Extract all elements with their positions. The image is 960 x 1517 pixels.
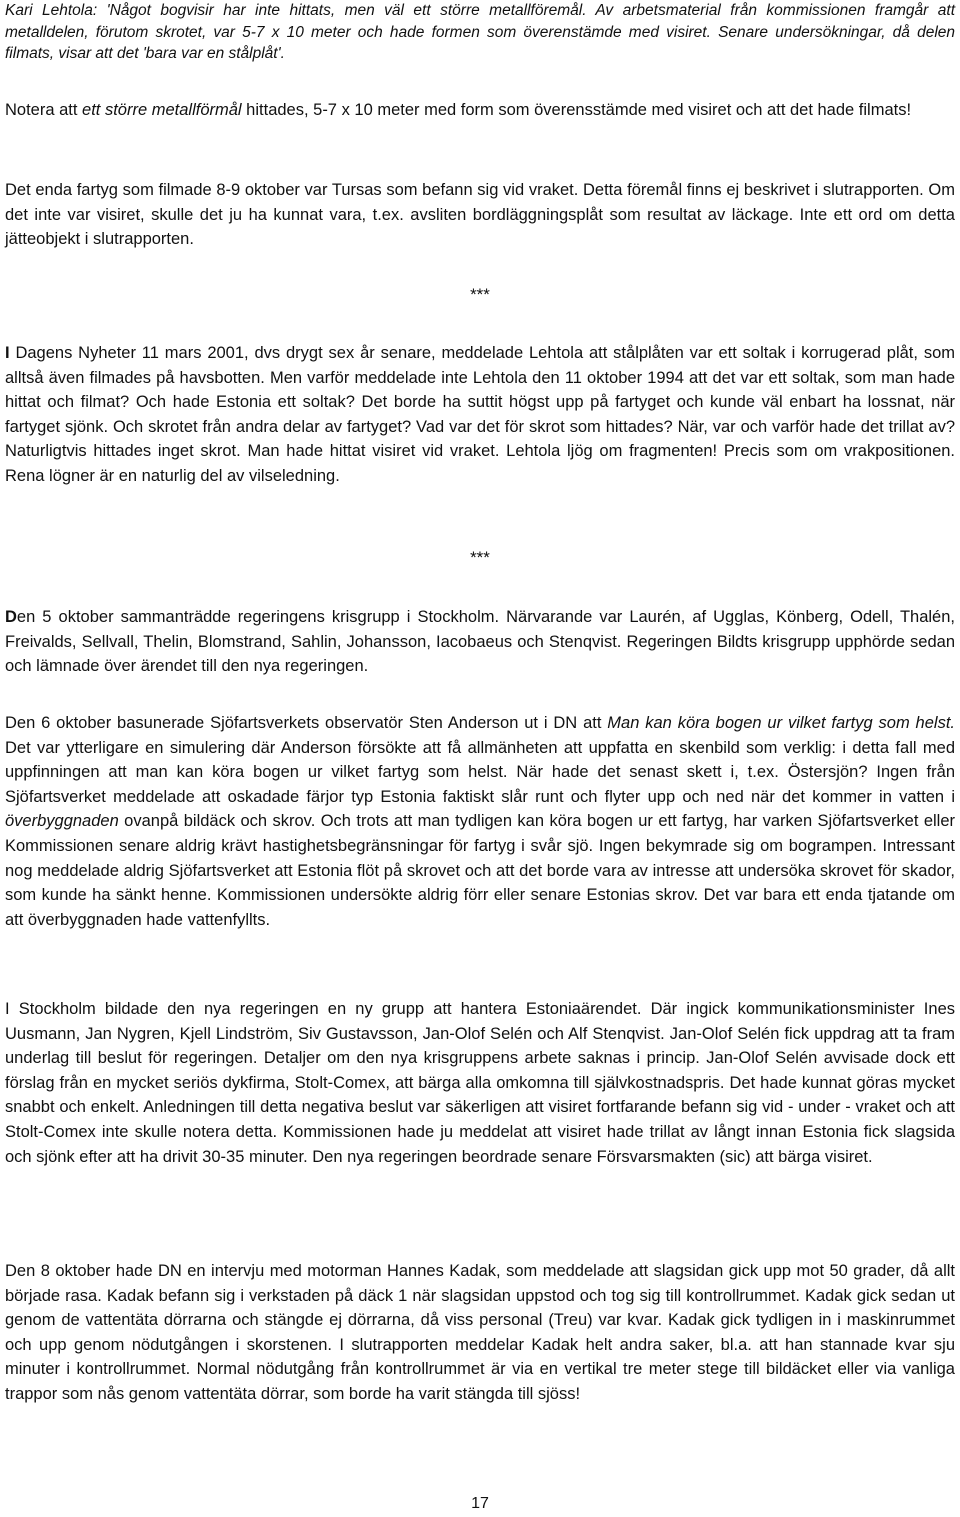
paragraph-oct5	[5, 605, 955, 679]
note-italic: ett större metallförmål	[82, 101, 242, 119]
paragraph-tursas	[5, 178, 955, 252]
dn-initial: I	[5, 344, 10, 362]
page-number: 17	[471, 1495, 489, 1512]
paragraph-note	[5, 98, 955, 123]
oct6-italic-quote: Man kan köra bogen ur vilket fartyg som helst.	[607, 714, 955, 732]
dn-text: Dagens Nyheter 11 mars 2001, dvs drygt sex år senare, meddelade Lehtola att stålplåten var ett soltak i korrugerad plåt, som alltså även filmades på havsbotten. Men varför meddelade inte Lehtola den 11 oktober 1994 att det var ett soltak, som man hade hittat och filmat? Och hade Estonia ett soltak? Det borde ha suttit högst upp på fartyget och kunde väl enbart ha lossnat, när fartyget sjönk. Och skrotet från andra delar av fartyget? Vad var det för skrot som hittades? När, var och varför hade det trillat av? Naturligtvis hittades inget skrot. Man hade hittat visiret vid vraket. Lehtola ljög om fragmenten! Precis som om vrakpositionen. Rena lögner är en naturlig del av vilseledning.	[5, 344, 955, 485]
stockholm-text: I Stockholm bildade den nya regeringen en ny grupp att hantera Estoniaärendet. Där ingick kommunikationsminister Ines Uusmann, Jan Nygren, Kjell Lindström, Siv Gustavsson, Jan-Olof Selén och Alf Stenqvist. Jan-Olof Selén fick uppdrag att ta fram underlag till beslut för regeringen. Detaljer om den nya krisgruppens arbete saknas i princip. Jan-Olof Selén avvisade dock ett förslag från en mycket seriös dykfirma, Stolt-Comex, att bärga alla omkomna till självkostnadspris. Det hade kunnat göras mycket snabbt och enkelt. Anledningen till detta negativa beslut var säkerligen att visiret fortfarande befann sig vid - under - vraket och att Stolt-Comex inte skulle notera detta. Kommissionen hade ju meddelat att visiret hade trillat av långt innan Estonia fick slagsida och sjönk efter att ha drivit 30-35 minuter. Den nya regeringen beordrade senare Försvarsmakten (sic) att bärga visiret.	[5, 1000, 955, 1166]
paragraph-oct8	[5, 1259, 955, 1407]
oct6-text-end: ovanpå bildäck och skrov. Och trots att man tydligen kan köra bogen ur ett fartyg, har varken Sjöfartsverket eller Kommissionen senare aldrig krävt hastighetsbegränsningar för fartyg i svår sjö. Ingen bekymrade sig om bogrampen. Intressant nog meddelade aldrig Sjöfartsverket att Estonia flöt på skrovet och att det borde vara av intresse att undersöka skrovet för skador, som kunde ha sänkt henne. Kommissionen undersökte aldrig förr eller senare Estonias skrov. Det var bara ett enda tjatande om att överbyggnaden hade vattenfyllts.	[5, 812, 955, 929]
separator-1: ***	[470, 285, 490, 304]
oct5-initial: D	[5, 608, 17, 626]
paragraph-oct6	[5, 711, 955, 932]
oct8-text: Den 8 oktober hade DN en intervju med motorman Hannes Kadak, som meddelade att slagsidan gick upp mot 50 grader, då allt började rasa. Kadak befann sig i verkstaden på däck 1 när slagsidan uppstod och tog sig till kontrollrummet. Kadak gick sedan ut genom de vattentäta dörrarna och stängde ej dörrarna, då viss personal (Treu) var kvar. Kadak gick tydligen in i maskinrummet och upp genom nödutgången i skorstenen. I slutrapporten meddelar Kadak helt andra saker, bl.a. att han stannade kvar sju minuter i kontrollrummet. Normal nödutgång från kontrollrummet är via en vertikal tre meter stege till bildäcket eller via vanliga trappor som nås genom vattentäta dörrar, som borde ha varit stängda till sjöss!	[5, 1262, 955, 1403]
oct6-text-start: Den 6 oktober basunerade Sjöfartsverkets observatör Sten Anderson ut i DN att	[5, 714, 608, 732]
lehtola-quote	[5, 0, 955, 65]
note-text-end: hittades, 5-7 x 10 meter med form som överensstämde med visiret och att det hade filmats!	[241, 101, 912, 119]
paragraph-dagens-nyheter	[5, 341, 955, 489]
oct6-text-middle: Det var ytterligare en simulering där Anderson försökte att få allmänheten att uppfatta en skenbild som verklig: i detta fall med uppfinningen att man kan köra bogen ur vilket fartyg som helst. När hade det senast skett i, t.ex. Östersjön? Ingen från Sjöfartsverket meddelade att oskadade färjor typ Estonia faktiskt slår runt och flyter upp och ned när det kommer in vatten i	[5, 738, 955, 806]
oct6-italic-word: överbyggnaden	[5, 812, 119, 831]
note-text-start: Notera att	[5, 101, 83, 119]
quote-text: Kari Lehtola: 'Något bogvisir har inte hittats, men väl ett större metallföremål. Av arbetsmaterial från kommissionen framgår att metalldelen, förutom skrotet, var 5-7 x 10 meter och hade formen som överenstämde med visiret. Senare undersökningar, då delen filmats, visar att det 'bara var en stålplåt'.	[5, 2, 955, 63]
tursas-text: Det enda fartyg som filmade 8-9 oktober var Tursas som befann sig vid vraket. Detta föremål finns ej beskrivet i slutrapporten. Om det inte var visiret, skulle det ju ha kunnat vara, t.ex. avsliten bordläggningsplåt som resultat av läckage. Inte ett ord om detta jätteobjekt i slutrapporten.	[5, 181, 955, 249]
paragraph-stockholm	[5, 997, 955, 1169]
separator-2: ***	[470, 548, 490, 567]
oct5-text: en 5 oktober sammanträdde regeringens krisgrupp i Stockholm. Närvarande var Laurén, af Ugglas, Könberg, Odell, Thalén, Freivalds, Sellvall, Thelin, Blomstrand, Sahlin, Johansson, Iacobaeus och Stenqvist. Regeringen Bildts krisgrupp upphörde sedan och lämnade över ärendet till den nya regeringen.	[5, 608, 955, 676]
